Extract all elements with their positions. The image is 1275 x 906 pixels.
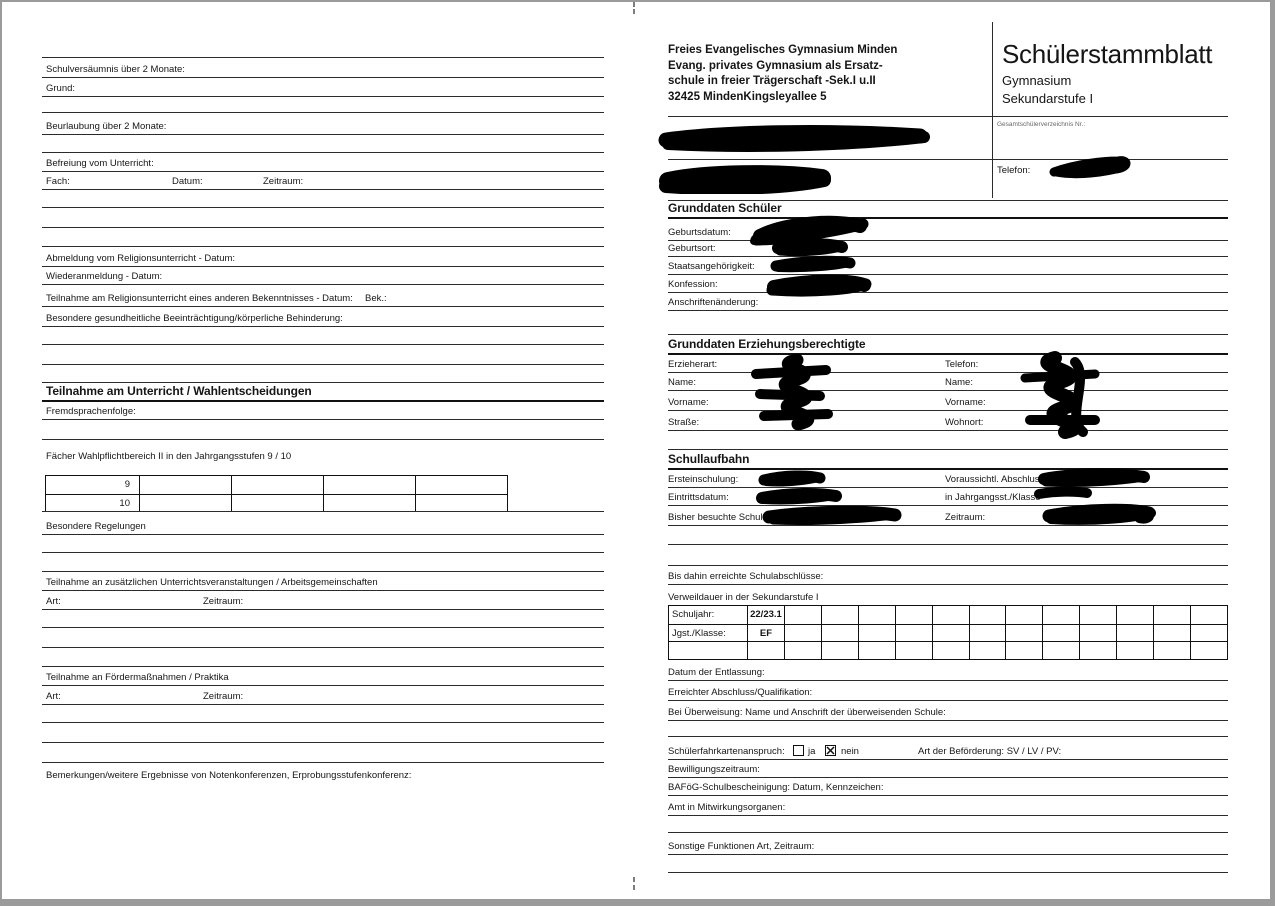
table-cell	[784, 624, 821, 642]
form-row	[42, 512, 604, 535]
ruled-line	[42, 553, 604, 572]
field-label: Teilnahme an zusätzlichen Unterrichtsveranstaltungen / Arbeitsgemeinschaften	[46, 577, 378, 588]
table-cell	[1042, 624, 1079, 642]
form-row	[42, 113, 604, 135]
table-cell	[1190, 606, 1227, 624]
field-label: Ersteinschulung:	[668, 474, 739, 485]
form-row	[668, 219, 1228, 241]
ruled-line	[668, 311, 1228, 335]
field-label: Grunddaten Erziehungsberechtigte	[668, 337, 866, 351]
school-line: 32425 MindenKingsleyallee 5	[668, 90, 827, 103]
table-cell	[895, 624, 932, 642]
header-gsv-row	[668, 117, 1228, 160]
form-row	[42, 153, 604, 172]
form-row	[668, 257, 1228, 275]
frame-bottom	[0, 899, 1275, 906]
field-label: Grund:	[46, 83, 76, 94]
form-row	[668, 241, 1228, 257]
header-top-row	[668, 40, 1228, 117]
wahlpflicht-table	[45, 475, 508, 511]
row-label-cell: Jgst./Klasse:	[669, 624, 747, 642]
table-cell	[1042, 641, 1079, 659]
form-row	[668, 293, 1228, 311]
section-header	[668, 450, 1228, 470]
field-label: Wiederanmeldung - Datum:	[46, 271, 163, 282]
ruled-line	[42, 365, 604, 383]
field-label: Beurlaubung über 2 Monate:	[46, 121, 167, 132]
form-row	[668, 796, 1228, 816]
table-cell	[932, 606, 969, 624]
section-header	[42, 383, 604, 402]
field-label: Bisher besuchte Schulen:	[668, 512, 776, 523]
checkbox-nein	[825, 745, 836, 756]
school-stage: Sekundarstufe I	[1002, 90, 1094, 106]
table-cell	[821, 641, 858, 659]
table-cell	[895, 606, 932, 624]
form-row	[668, 833, 1228, 855]
ruled-line	[42, 628, 604, 648]
form-row	[42, 78, 604, 97]
row-label-cell: 10	[46, 494, 139, 512]
field-label: Schülerfahrkartenanspruch:	[668, 746, 785, 757]
field-label: Schullaufbahn	[668, 452, 750, 466]
form-row	[668, 605, 1228, 660]
form-row	[668, 470, 1228, 488]
form-row	[668, 660, 1228, 681]
table-cell	[231, 476, 323, 494]
form-row	[42, 572, 604, 591]
ruled-line	[42, 40, 604, 58]
form-row	[42, 267, 604, 285]
field-label: Abmeldung vom Religionsunterricht - Datum:	[46, 253, 236, 264]
field-label: Datum:	[172, 176, 203, 187]
form-row	[42, 285, 604, 307]
form-row	[42, 307, 604, 327]
form-row	[42, 763, 604, 783]
table-cell	[323, 494, 415, 512]
form-row	[42, 172, 604, 190]
field-label: Anschriftenänderung:	[668, 297, 759, 308]
field-label: Name:	[668, 377, 696, 388]
form-row	[668, 275, 1228, 293]
field-label: Bis dahin erreichte Schulabschlüsse:	[668, 571, 824, 582]
field-label: BAFöG-Schulbescheinigung: Datum, Kennzeichen:	[668, 782, 884, 793]
form-row	[668, 506, 1228, 526]
field-label: Staatsangehörigkeit:	[668, 261, 755, 272]
field-label: Straße:	[668, 417, 700, 428]
ruled-line	[42, 228, 604, 247]
field-label: Wohnort:	[945, 417, 984, 428]
table-cell	[821, 624, 858, 642]
field-label: Eintrittsdatum:	[668, 492, 729, 503]
form-row	[668, 566, 1228, 585]
ruled-line	[668, 545, 1228, 566]
checkbox-ja	[793, 745, 804, 756]
ruled-line	[42, 648, 604, 667]
header-telefon-row	[668, 160, 1228, 201]
form-row	[42, 591, 604, 610]
form-title: Schülerstammblatt	[1002, 39, 1213, 69]
table-cell	[932, 624, 969, 642]
field-label: Zeitraum:	[203, 691, 244, 702]
field-label: Konfession:	[668, 279, 718, 290]
form-row	[668, 778, 1228, 796]
field-label: Sonstige Funktionen Art, Zeitraum:	[668, 841, 815, 852]
table-cell	[1116, 606, 1153, 624]
section-header	[668, 335, 1228, 355]
ruled-line	[42, 723, 604, 743]
field-label: Befreiung vom Unterricht:	[46, 158, 154, 169]
field-label: Vorname:	[668, 397, 709, 408]
field-label: Art:	[46, 596, 61, 607]
field-label: Bek.:	[365, 293, 387, 304]
table-cell	[895, 641, 932, 659]
field-label: ja	[808, 746, 816, 757]
table-cell	[1116, 624, 1153, 642]
ruled-line	[668, 816, 1228, 833]
title-block	[1002, 41, 1212, 107]
section-header	[668, 201, 1228, 219]
left-page	[42, 40, 604, 783]
table-cell	[1079, 641, 1116, 659]
table-cell	[139, 494, 231, 512]
table-cell	[139, 476, 231, 494]
row-label-cell	[669, 641, 747, 659]
field-label: Amt in Mitwirkungsorganen:	[668, 802, 786, 813]
field-label: Geburtsort:	[668, 243, 716, 254]
field-label: Datum der Entlassung:	[668, 667, 765, 678]
fold-mark	[633, 885, 635, 890]
form-row	[42, 464, 604, 475]
ruled-line	[42, 97, 604, 113]
field-label: Geburtsdatum:	[668, 227, 731, 238]
table-cell	[1153, 641, 1190, 659]
frame-left	[0, 0, 2, 906]
form-row	[42, 402, 604, 420]
fold-mark	[633, 877, 635, 882]
field-label: Teilnahme am Unterricht / Wahlentscheidungen	[46, 384, 312, 398]
row-label-cell: 9	[124, 479, 130, 490]
table-cell	[1190, 624, 1227, 642]
school-line: Freies Evangelisches Gymnasium Minden	[668, 44, 898, 56]
field-label: Art:	[46, 691, 61, 702]
form-row	[42, 667, 604, 686]
header-divider	[992, 22, 993, 198]
frame-right	[1270, 0, 1275, 906]
field-label: Grunddaten Schüler	[668, 201, 782, 215]
telefon-label: Telefon:	[997, 165, 1031, 176]
form-row	[42, 686, 604, 705]
row-label-cell: Schuljahr:	[672, 609, 715, 620]
field-label: Zeitraum:	[945, 512, 986, 523]
field-label: Besondere Regelungen	[46, 521, 146, 532]
table-cell	[415, 476, 507, 494]
gsv-label: Gesamtschülerverzeichnis Nr.:	[997, 121, 1086, 128]
table-cell	[1153, 624, 1190, 642]
field-label: Zeitraum:	[263, 176, 304, 187]
field-label: Teilnahme an Fördermaßnahmen / Praktika	[46, 672, 229, 683]
table-cell	[969, 624, 1006, 642]
ruled-line	[42, 535, 604, 553]
ruled-line	[42, 135, 604, 153]
table-cell	[1042, 606, 1079, 624]
ruled-line	[42, 743, 604, 763]
field-label: Besondere gesundheitliche Beeinträchtigung/körperliche Behinderung:	[46, 313, 343, 324]
form-row	[42, 58, 604, 78]
form-row	[668, 585, 1228, 605]
form-row	[668, 488, 1228, 506]
school-line: schule in freier Trägerschaft -Sek.I u.II	[668, 75, 876, 87]
fold-mark	[633, 2, 635, 7]
ruled-line	[42, 345, 604, 365]
ruled-line	[668, 855, 1228, 873]
school-type: Gymnasium	[1002, 73, 1072, 88]
ruled-line	[42, 190, 604, 208]
field-label: Art der Beförderung: SV / LV / PV:	[918, 746, 1062, 757]
form-row	[668, 355, 1228, 373]
table-cell	[969, 606, 1006, 624]
field-label: Erzieherart:	[668, 359, 718, 370]
ruled-line	[668, 431, 1228, 450]
table-cell	[415, 494, 507, 512]
frame-top	[0, 0, 1275, 2]
table-cell	[1079, 606, 1116, 624]
table-cell	[784, 606, 821, 624]
ruled-line	[42, 610, 604, 628]
form-row	[668, 701, 1228, 721]
table-cell: 22/23.1	[747, 606, 784, 624]
field-label: Fächer Wahlpflichtbereich II in den Jahrgangsstufen 9 / 10	[46, 451, 292, 462]
form-row	[668, 373, 1228, 391]
ruled-line	[668, 526, 1228, 545]
school-line: Evang. privates Gymnasium als Ersatz-	[668, 59, 883, 72]
table-cell	[1190, 641, 1227, 659]
table-cell	[969, 641, 1006, 659]
form-row	[668, 681, 1228, 701]
field-label: Fremdsprachenfolge:	[46, 406, 136, 417]
form-row	[42, 440, 604, 464]
table-cell	[747, 641, 784, 659]
fahrkarten-row	[668, 737, 1228, 760]
school-address-block	[668, 43, 897, 105]
field-label: Voraussichtl. Abschluss:	[945, 474, 1047, 485]
field-label: Fach:	[46, 176, 70, 187]
ruled-line	[42, 705, 604, 723]
table-cell	[858, 641, 895, 659]
field-label: Erreichter Abschluss/Qualifikation:	[668, 687, 813, 698]
table-cell	[858, 606, 895, 624]
table-cell	[932, 641, 969, 659]
table-cell	[1005, 641, 1042, 659]
field-label: in Jahrgangsst./Klasse	[945, 492, 1041, 503]
field-label: Verweildauer in der Sekundarstufe I	[668, 592, 819, 603]
ruled-line	[668, 721, 1228, 737]
verweildauer-table	[668, 605, 1228, 660]
field-label: Zeitraum:	[203, 596, 244, 607]
field-label: Bemerkungen/weitere Ergebnisse von Notenkonferenzen, Erprobungsstufenkonferenz:	[46, 770, 412, 781]
field-label: nein	[841, 746, 859, 757]
field-label: Teilnahme am Religionsunterricht eines anderen Bekenntnisses - Datum:	[46, 293, 353, 304]
table-cell	[323, 476, 415, 494]
field-label: Schulversäumnis über 2 Monate:	[46, 64, 185, 75]
form-row	[42, 475, 604, 512]
form-row	[668, 411, 1228, 431]
field-label: Bewilligungszeitraum:	[668, 764, 760, 775]
ruled-line	[42, 420, 604, 440]
table-cell	[784, 641, 821, 659]
table-cell	[821, 606, 858, 624]
field-label: Name:	[945, 377, 973, 388]
form-row	[668, 760, 1228, 778]
table-cell	[858, 624, 895, 642]
table-cell: EF	[747, 624, 784, 642]
ruled-line	[42, 208, 604, 228]
table-cell	[1005, 606, 1042, 624]
field-label: Vorname:	[945, 397, 986, 408]
table-cell	[231, 494, 323, 512]
form-row	[42, 247, 604, 267]
fold-mark	[633, 9, 635, 14]
right-page	[668, 40, 1228, 873]
ruled-line	[42, 327, 604, 345]
table-cell	[1079, 624, 1116, 642]
form-row	[668, 391, 1228, 411]
table-cell	[1005, 624, 1042, 642]
table-cell	[1116, 641, 1153, 659]
field-label: Telefon:	[945, 359, 979, 370]
field-label: Bei Überweisung: Name und Anschrift der überweisenden Schule:	[668, 707, 946, 718]
table-cell	[1153, 606, 1190, 624]
